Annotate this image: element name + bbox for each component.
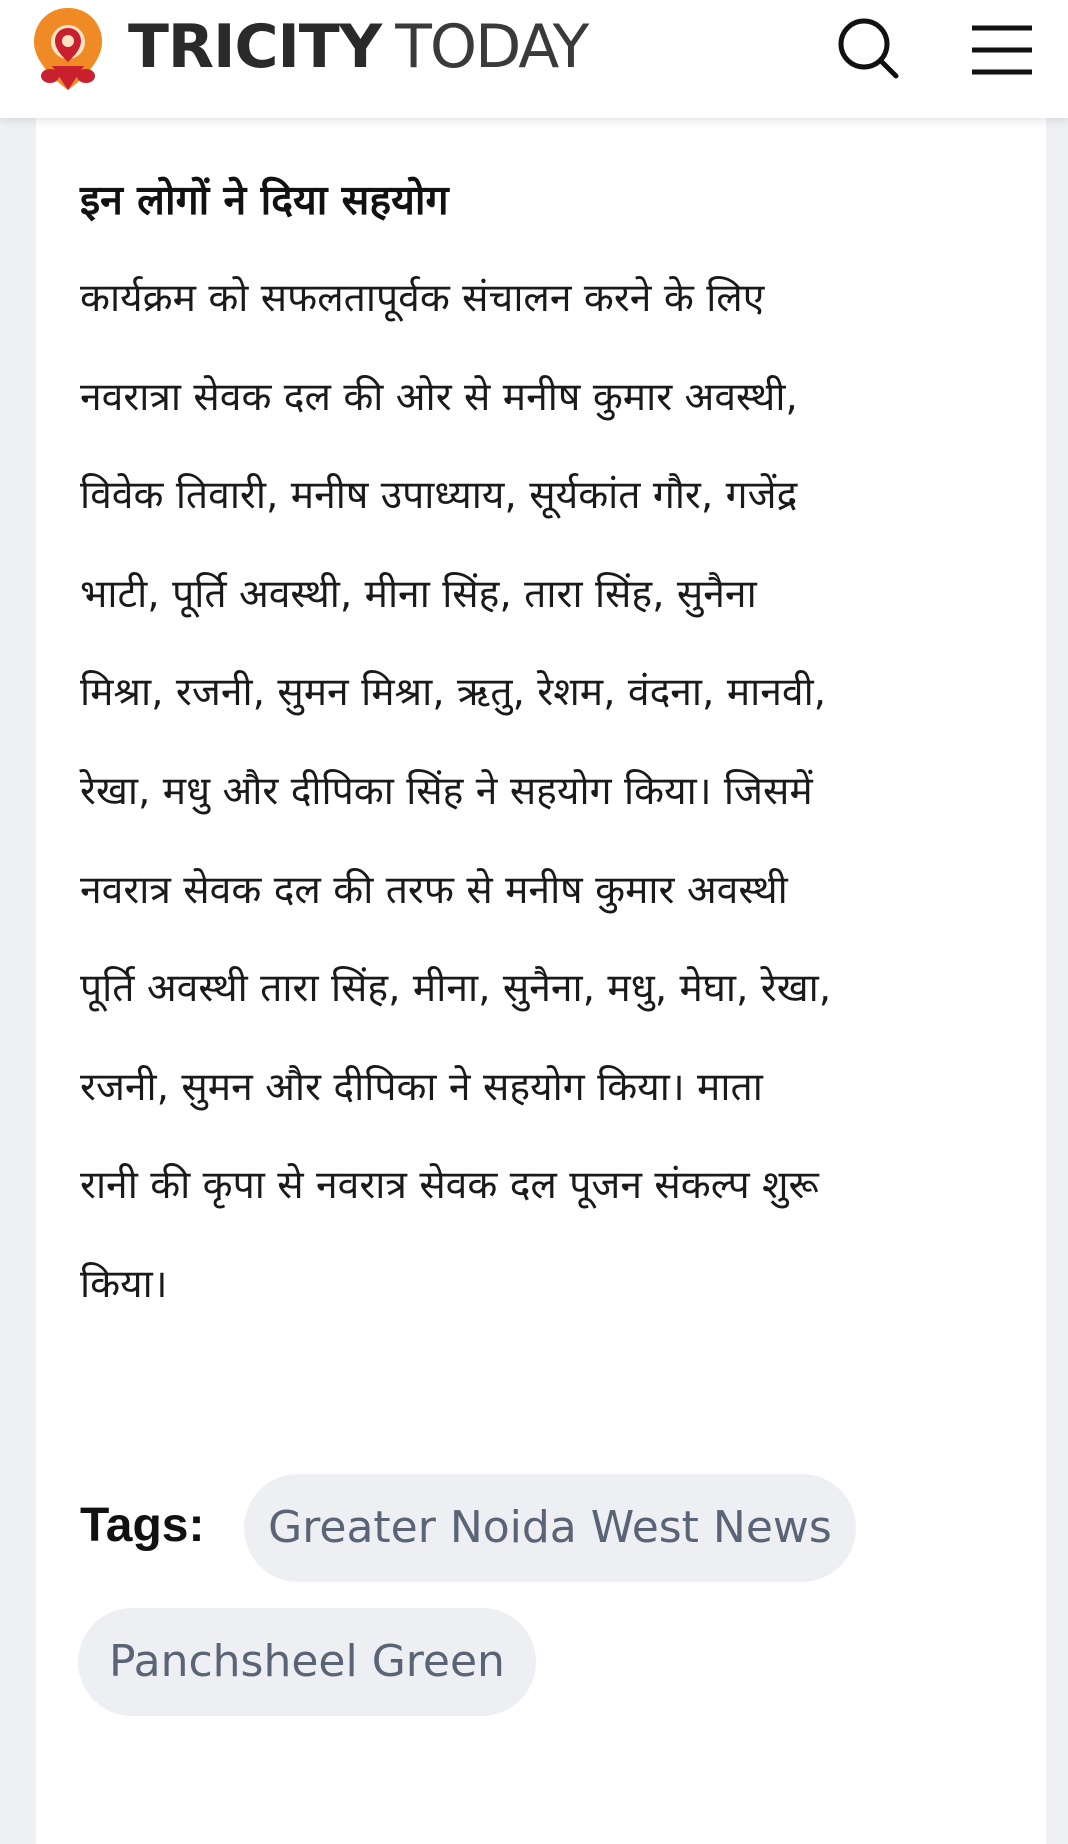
article-paragraph	[80, 268, 1010, 1353]
paragraph-line: भाटी, पूर्ति अवस्थी, मीना सिंह, तारा सिंह, सुनैना	[80, 571, 757, 617]
paragraph-line: पूर्ति अवस्थी तारा सिंह, मीना, सुनैना, मधु, मेघा, रेखा,	[80, 966, 832, 1012]
logo-word-today: TODAY	[395, 12, 588, 82]
paragraph-line: मिश्रा, रजनी, सुमन मिश्रा, ऋतु, रेशम, वंदना, मानवी,	[80, 670, 827, 716]
paragraph-line: रानी की कृपा से नवरात्र सेवक दल पूजन संकल्प शुरू	[80, 1163, 819, 1209]
section-heading: इन लोगों ने दिया सहयोग	[80, 176, 449, 224]
paragraph-line: विवेक तिवारी, मनीष उपाध्याय, सूर्यकांत गौर, गजेंद्र	[80, 473, 798, 519]
hamburger-menu-icon[interactable]	[970, 22, 1034, 78]
site-header	[0, 0, 1068, 118]
paragraph-line: नवरात्र सेवक दल की तरफ से मनीष कुमार अवस्थी	[80, 867, 788, 913]
search-icon[interactable]	[836, 16, 902, 82]
location-pin-logo-icon[interactable]	[30, 6, 106, 92]
tags-label: Tags:	[80, 1499, 205, 1552]
paragraph-line: किया।	[80, 1261, 168, 1307]
paragraph-line: रेखा, मधु और दीपिका सिंह ने सहयोग किया। जिसमें	[80, 768, 813, 814]
tag-greater-noida-west-news[interactable]: Greater Noida West News	[244, 1474, 856, 1582]
site-logo-wordmark[interactable]	[128, 14, 587, 80]
logo-word-tricity: TRICITY	[128, 12, 382, 82]
paragraph-line: कार्यक्रम को सफलतापूर्वक संचालन करने के लिए	[80, 276, 765, 321]
paragraph-line: नवरात्रा सेवक दल की ओर से मनीष कुमार अवस्थी,	[80, 374, 798, 420]
paragraph-line: रजनी, सुमन और दीपिका ने सहयोग किया। माता	[80, 1064, 763, 1110]
tag-panchsheel-green[interactable]: Panchsheel Green	[78, 1608, 536, 1716]
